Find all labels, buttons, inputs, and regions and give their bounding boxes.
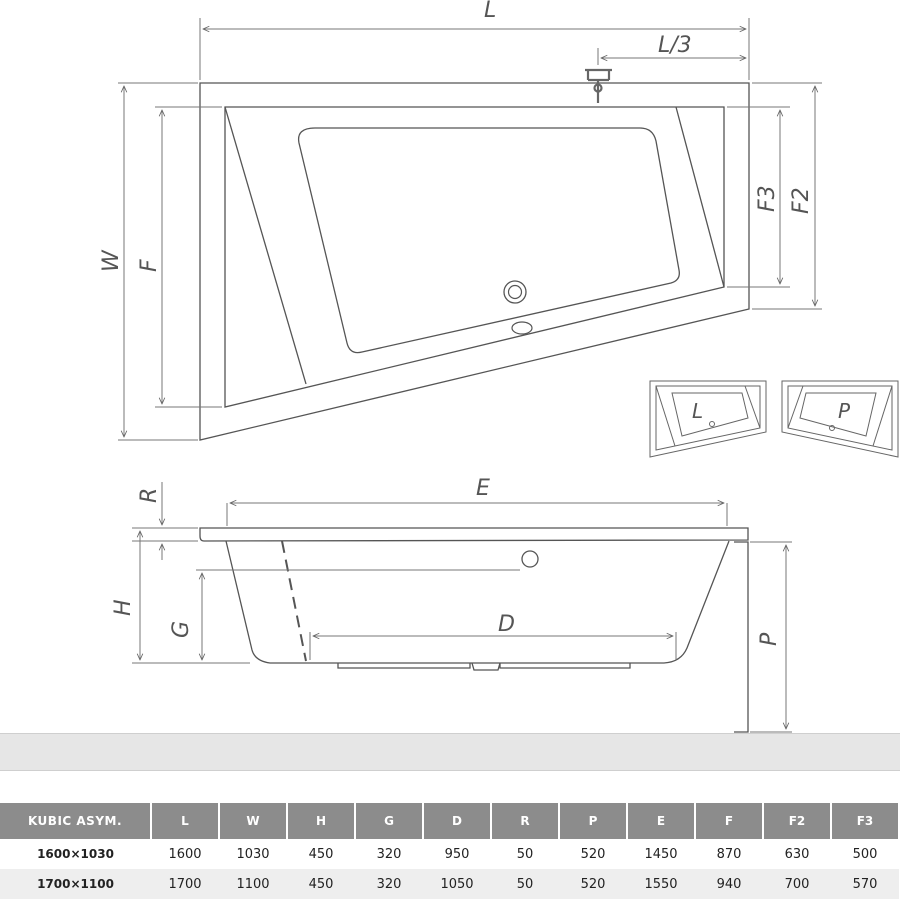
top-view <box>99 0 822 440</box>
column-header: W <box>219 803 287 839</box>
drain-inner-ring <box>509 286 522 299</box>
column-header: KUBIC ASYM. <box>0 803 151 839</box>
label-D: D <box>498 612 515 637</box>
label-H: H <box>111 599 136 616</box>
column-header: G <box>355 803 423 839</box>
table-cell: 450 <box>287 839 355 869</box>
variant-right <box>782 381 898 457</box>
foot-left <box>338 663 470 668</box>
drain-pipe <box>472 663 500 670</box>
table-cell: 1600 <box>151 839 219 869</box>
table-cell: 320 <box>355 869 423 899</box>
variant-left-label: L <box>692 399 704 423</box>
table-cell: 630 <box>763 839 831 869</box>
label-F2: F2 <box>789 187 814 214</box>
column-header: F2 <box>763 803 831 839</box>
front-panel <box>734 542 748 732</box>
column-header: F3 <box>831 803 899 839</box>
table-cell: 1700×1100 <box>0 869 151 899</box>
table-cell: 940 <box>695 869 763 899</box>
column-header: F <box>695 803 763 839</box>
table-row <box>0 869 899 899</box>
label-L: L <box>484 0 497 23</box>
table-cell: 870 <box>695 839 763 869</box>
drain-icon <box>504 281 526 303</box>
table-cell: 950 <box>423 839 491 869</box>
right-bevel-line <box>676 107 724 287</box>
variant-right-label: P <box>838 399 851 423</box>
column-header: H <box>287 803 355 839</box>
label-G: G <box>169 620 194 638</box>
separator-band <box>0 733 900 771</box>
basin-outline <box>299 128 680 353</box>
table-cell: 50 <box>491 869 559 899</box>
variant-left <box>650 381 766 457</box>
table-cell: 320 <box>355 839 423 869</box>
table-cell: 1050 <box>423 869 491 899</box>
table-header-row <box>0 803 899 839</box>
overflow-icon <box>512 322 532 334</box>
inner-wall-dashed <box>282 541 306 661</box>
dimensions-table <box>0 803 900 899</box>
column-header: L <box>151 803 219 839</box>
rim-outline <box>200 528 748 541</box>
table-cell: 520 <box>559 869 627 899</box>
table-cell: 450 <box>287 869 355 899</box>
label-F: F <box>137 259 162 272</box>
left-bevel-line <box>225 107 306 384</box>
label-F3: F3 <box>755 185 780 212</box>
table-cell: 520 <box>559 839 627 869</box>
column-header: P <box>559 803 627 839</box>
table-cell: 1450 <box>627 839 695 869</box>
label-P: P <box>757 632 782 646</box>
tub-body-outline <box>226 541 729 663</box>
table-cell: 500 <box>831 839 899 869</box>
table-cell: 1600×1030 <box>0 839 151 869</box>
label-L3: L/3 <box>658 33 692 58</box>
side-view <box>111 476 792 732</box>
foot-right <box>500 663 630 668</box>
label-W: W <box>99 250 124 272</box>
table-cell: 1030 <box>219 839 287 869</box>
table-row <box>0 839 899 869</box>
column-header: E <box>627 803 695 839</box>
faucet-icon <box>585 70 612 103</box>
table-cell: 570 <box>831 869 899 899</box>
table-cell: 700 <box>763 869 831 899</box>
overflow-side-icon <box>522 551 538 567</box>
label-E: E <box>476 476 490 501</box>
table-cell: 1550 <box>627 869 695 899</box>
table-cell: 50 <box>491 839 559 869</box>
table-cell: 1100 <box>219 869 287 899</box>
label-R: R <box>137 487 162 503</box>
table-cell: 1700 <box>151 869 219 899</box>
column-header: D <box>423 803 491 839</box>
column-header: R <box>491 803 559 839</box>
